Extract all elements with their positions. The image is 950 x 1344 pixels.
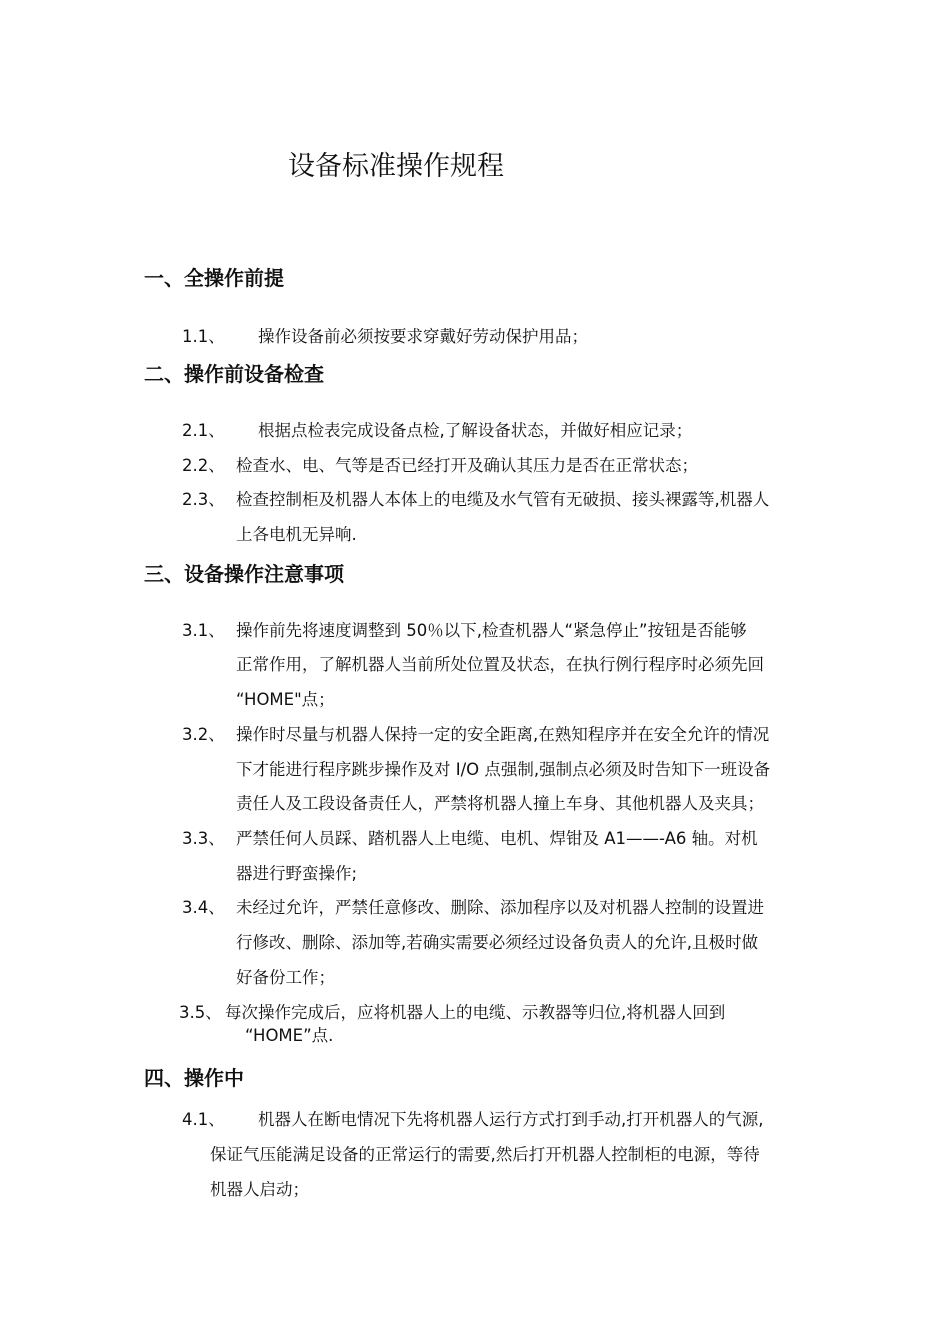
section-2-heading: 二、操作前设备检查 — [144, 362, 324, 386]
section-4-heading: 四、操作中 — [144, 1066, 244, 1090]
item-1-1-number: 1.1、 — [182, 327, 225, 346]
item-3-4-line-3: 好备份工作； — [236, 968, 335, 987]
section-1-heading: 一、全操作前提 — [144, 266, 284, 290]
item-2-1-number: 2.1、 — [182, 421, 225, 440]
item-3-3-line-2: 器进行野蛮操作; — [236, 864, 358, 883]
item-3-3-number: 3.3、 — [182, 829, 225, 848]
item-2-3-number: 2.3、 — [182, 490, 225, 509]
item-3-2-line-1: 操作时尽量与机器人保持一定的安全距离,在熟知程序并在安全允许的情况 — [236, 725, 770, 744]
item-4-1-line-3: 机器人启动； — [210, 1180, 309, 1199]
item-1-1-text: 操作设备前必须按要求穿戴好劳动保护用品； — [258, 327, 588, 346]
item-2-1-text: 根据点检表完成设备点检,了解设备状态，并做好相应记录； — [258, 421, 693, 440]
item-2-2-number: 2.2、 — [182, 456, 225, 475]
item-4-1-line-2: 保证气压能满足设备的正常运行的需要,然后打开机器人控制柜的电源，等待 — [210, 1145, 760, 1164]
item-3-4-line-1: 未经过允许，严禁任意修改、删除、添加程序以及对机器人控制的设置进 — [236, 898, 764, 917]
item-3-1-line-3: “HOME"点； — [236, 690, 335, 709]
item-4-1-number: 4.1、 — [182, 1110, 225, 1129]
section-3-heading: 三、设备操作注意事项 — [144, 562, 344, 586]
item-2-3-line-2: 上各电机无异响. — [236, 525, 357, 544]
item-3-4-line-2: 行修改、删除、添加等,若确实需要必须经过设备负责人的允许,且极时做 — [236, 933, 758, 952]
item-3-1-line-1: 操作前先将速度调整到 50％以下,检查机器人“紧急停止”按钮是否能够 — [236, 621, 747, 640]
item-2-2-text: 检查水、电、气等是否已经打开及确认其压力是否在正常状态； — [236, 456, 698, 475]
item-3-2-line-2: 下才能进行程序跳步操作及对 I/O 点强制,强制点必须及时告知下一班设备 — [236, 760, 771, 779]
item-4-1-line-1: 机器人在断电情况下先将机器人运行方式打到手动,打开机器人的气源, — [258, 1110, 764, 1129]
item-3-1-number: 3.1、 — [182, 621, 225, 640]
item-3-2-line-3: 责任人及工段设备责任人，严禁将机器人撞上车身、其他机器人及夹具； — [236, 794, 764, 813]
item-3-2-number: 3.2、 — [182, 725, 225, 744]
item-3-4-number: 3.4、 — [182, 898, 225, 917]
item-3-5-line-1: 每次操作完成后，应将机器人上的电缆、示教器等归位,将机器人回到 — [225, 1003, 726, 1022]
item-2-3-line-1: 检查控制柜及机器人本体上的电缆及水气管有无破损、接头裸露等,机器人 — [236, 490, 770, 509]
item-3-5-line-2: “HOME”点. — [245, 1026, 334, 1045]
item-3-5-number: 3.5、 — [179, 1003, 222, 1022]
item-3-3-line-1: 严禁任何人员踩、踏机器人上电缆、电机、焊钳及 A1——-A6 轴。对机 — [236, 829, 758, 848]
item-3-1-line-2: 正常作用，了解机器人当前所处位置及状态，在执行例行程序时必须先回 — [236, 655, 764, 674]
page-title: 设备标准操作规程 — [288, 151, 504, 182]
